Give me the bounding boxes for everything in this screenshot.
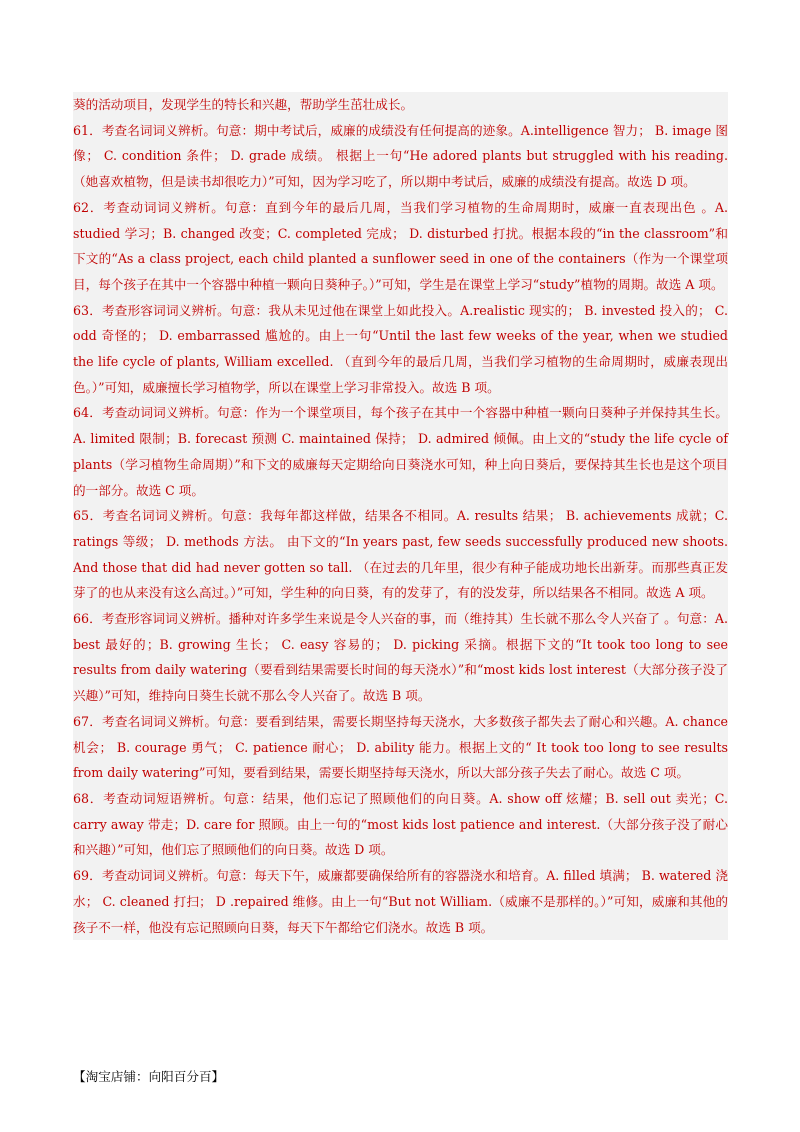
paragraph-q62: 62．考查动词词义辨析。句意：直到今年的最后几周，当我们学习植物的生命周期时，威廉一直表现出色 。A. studied 学习；B. changed 改变；C. completed 完成； D. disturbed 打扰。根据本段的“in the classroom”和下文的“As a class project, each child planted a sunflower seed in one of the containers（作为一个课堂项目，每个孩子在其中一个容器中种植一颗向日葵种子。）”可知，学生是在课堂上学习“study”植物的周期。故选 A 项。 <box>73 199 728 292</box>
paragraph-q65: 65．考查名词词义辨析。句意：我每年都这样做，结果各不相同。A. results 结果； B. achievements 成就；C. ratings 等级； D. methods 方法。 由下文的“In years past, few seeds successfully produced new shoots. And those that did had never gotten so tall. （在过去的几年里，很少有种子能成功地长出新芽。而那些真正发芽了的也从来没有这么高过。）”可知，学生种的向日葵，有的发芽了，有的没发芽，所以结果各不相同。故选 A 项。 <box>73 508 728 601</box>
paragraph-q63: 63．考查形容词词义辨析。句意：我从未见过他在课堂上如此投入。A.realistic 现实的； B. invested 投入的； C. odd 奇怪的； D. embarrassed 尴尬的。由上一句“Until the last few weeks of the year, when we studied the life cycle of plants, William excelled. （直到今年的最后几周，当我们学习植物的生命周期时，威廉表现出色。）”可知，威廉擅长学习植物学，所以在课堂上学习非常投入。故选 B 项。 <box>73 302 728 395</box>
paragraph-q64: 64．考查动词词义辨析。句意：作为一个课堂项目，每个孩子在其中一个容器中种植一颗向日葵种子并保持其生长。A. limited 限制；B. forecast 预测 C. maintained 保持； D. admired 倾佩。由上文的“study the life cycle of plants（学习植物生命周期）”和下文的威廉每天定期给向日葵浇水可知，种上向日葵后，要保持其生长也是这个项目的一部分。故选 C 项。 <box>73 405 728 498</box>
answer-explanations <box>73 92 728 940</box>
paragraph-q69: 69．考查动词词义辨析。句意：每天下午，威廉都要确保给所有的容器浇水和培育。A. filled 填满； B. watered 浇水； C. cleaned 打扫； D .repaired 维修。由上一句“But not William.（威廉不是那样的。）”可知，威廉和其他的孩子不一样，他没有忘记照顾向日葵，每天下午都给它们浇水。故选 B 项。 <box>73 868 728 935</box>
paragraph-intro: 葵的活动项目，发现学生的特长和兴趣，帮助学生茁壮成长。 <box>73 97 414 112</box>
paragraph-q61: 61．考查名词词义辨析。句意：期中考试后，威廉的成绩没有任何提高的迹象。A.intelligence 智力； B. image 图像； C. condition 条件； D. grade 成绩。 根据上一句“He adored plants but struggled with his reading. （她喜欢植物，但是读书却很吃力）”可知，因为学习吃了，所以期中考试后，威廉的成绩没有提高。故选 D 项。 <box>73 122 728 190</box>
paragraph-q68: 68．考查动词短语辨析。句意：结果，他们忘记了照顾他们的向日葵。A. show off 炫耀；B. sell out 卖光；C. carry away 带走；D. care for 照顾。由上一句的“most kids lost patience and interest.（大部分孩子没了耐心和兴趣）”可知，他们忘了照顾他们的向日葵。故选 D 项。 <box>73 790 728 858</box>
paragraph-q66: 66．考查形容词词义辨析。播种对许多学生来说是令人兴奋的事，而（维持其）生长就不那么令人兴奋了 。句意：A. best 最好的；B. growing 生长； C. easy 容易的； D. picking 采摘。根据下文的“It took too long to see results from daily watering（要看到结果需要长时间的每天浇水）”和“most kids lost interest（大部分孩子没了兴趣）”可知，维持向日葵生长就不那么令人兴奋了。故选 B 项。 <box>73 611 728 704</box>
paragraph-q67: 67．考查名词词义辨析。句意：要看到结果，需要长期坚持每天浇水，大多数孩子都失去了耐心和兴趣。A. chance 机会； B. courage 勇气； C. patience 耐心； D. ability 能力。根据上文的“ It took too long to see results from daily watering”可知，要看到结果，需要长期坚持每天浇水，所以大部分孩子失去了耐心。故选 C 项。 <box>73 713 728 781</box>
footer-shop-label: 【淘宝店铺：向阳百分百】 <box>73 1069 225 1084</box>
